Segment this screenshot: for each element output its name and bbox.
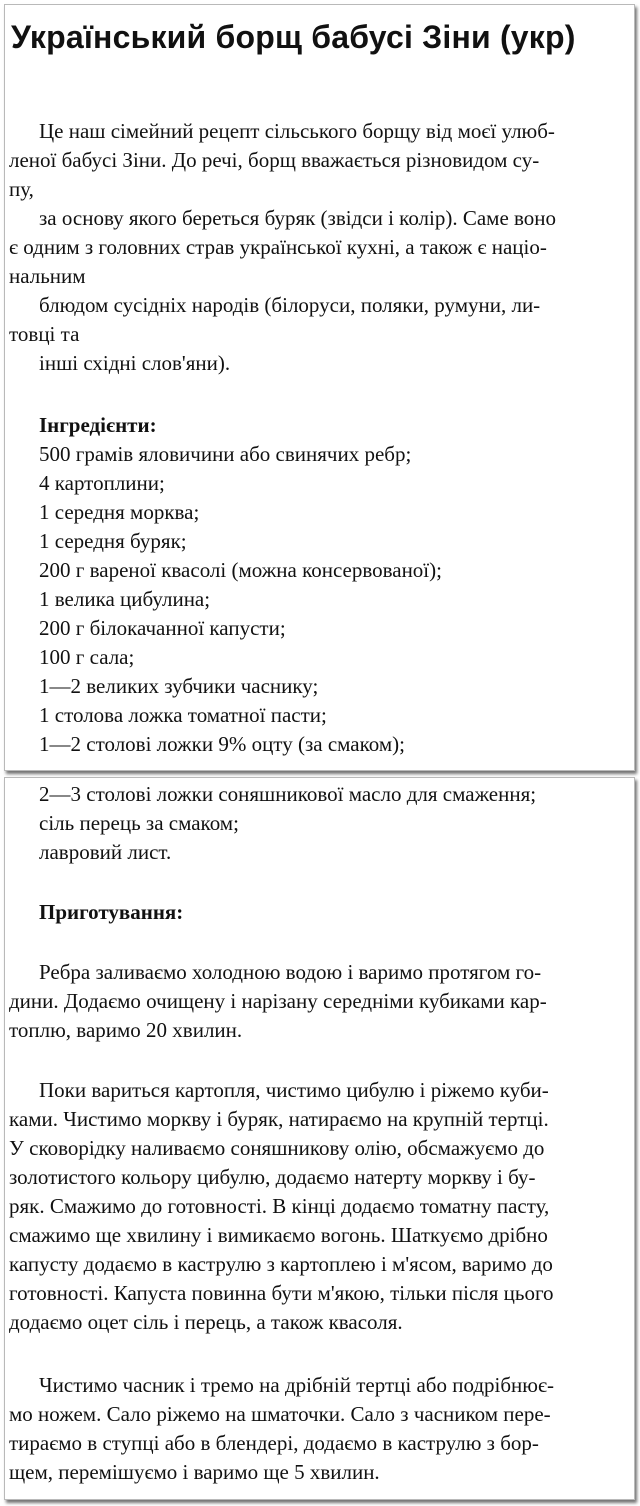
recipe-page-1 <box>4 4 635 771</box>
ingredients-heading: Інгредієнти: <box>39 413 157 437</box>
preparation-line: смажимо ще хвилину і вимикаємо вогонь. Шаткуємо дрібно <box>9 1223 548 1247</box>
ingredient-item: 1 велика цибулина; <box>39 587 211 611</box>
ingredient-item: 1—2 столові ложки 9% оцту (за смаком); <box>39 732 405 756</box>
intro-line: Це наш сімейний рецепт сільського борщу від моєї улюб- <box>39 119 555 143</box>
intro-line: пу, <box>9 177 34 201</box>
preparation-line: додаємо оцет сіль і перець, а також квасоля. <box>9 1310 403 1334</box>
preparation-line: щем, перемішуємо і варимо ще 5 хвилин. <box>9 1460 380 1484</box>
ingredients-continued <box>5 780 634 867</box>
preparation-paragraph-1 <box>5 958 634 1045</box>
preparation-line: золотистого кольору цибулю, додаємо натерту моркву і бу- <box>9 1165 536 1189</box>
preparation-line: ряк. Смажимо до готовності. В кінці додаємо томатну пасту, <box>9 1194 550 1218</box>
recipe-page-2 <box>4 777 635 1500</box>
ingredient-item: 4 картоплини; <box>39 471 165 495</box>
preparation-line: Чистимо часник і тремо на дрібній тертці або подрібнює- <box>39 1373 554 1397</box>
ingredient-item: 1 столова ложка томатної пасти; <box>39 703 327 727</box>
preparation-paragraph-2 <box>5 1076 634 1337</box>
ingredient-item: 500 грамів яловичини або свинячих ребр; <box>39 442 412 466</box>
preparation-heading-block <box>5 898 634 927</box>
intro-line: товці та <box>9 322 80 346</box>
ingredient-item: 1—2 великих зубчики часнику; <box>39 674 319 698</box>
intro-line: нальним <box>9 264 86 288</box>
preparation-line: топлю, варимо 20 хвилин. <box>9 1018 243 1042</box>
ingredients-section <box>5 411 634 759</box>
preparation-line: капусту додаємо в каструлю з картоплею і м'ясом, варимо до <box>9 1252 553 1276</box>
preparation-heading: Приготування: <box>39 900 184 924</box>
preparation-line: готовності. Капуста повинна бути м'якою, тільки після цього <box>9 1281 554 1305</box>
ingredient-item: 1 середня буряк; <box>39 529 187 553</box>
ingredient-item: 200 г білокачанної капусти; <box>39 616 286 640</box>
recipe-title: Український борщ бабусі Зіни (укр) <box>11 19 576 55</box>
ingredient-item: сіль перець за смаком; <box>39 811 239 835</box>
preparation-line: Ребра заливаємо холодною водою і варимо протягом го- <box>39 960 542 984</box>
intro-line: леної бабусі Зіни. До речі, борщ вважається різновидом су- <box>9 148 540 172</box>
intro-line: є одним з головних страв української кухні, а також є націо- <box>9 235 547 259</box>
preparation-line: мо ножем. Сало ріжемо на шматочки. Сало з часником пере- <box>9 1402 551 1426</box>
intro-line: інші східні слов'яни). <box>39 351 231 375</box>
ingredient-item: 2—3 столові ложки соняшникової масло для смаження; <box>39 782 537 806</box>
ingredient-item: 200 г вареної квасолі (можна консервованої); <box>39 558 442 582</box>
ingredient-item: лавровий лист. <box>39 840 172 864</box>
preparation-line: тираємо в ступці або в блендері, додаємо в каструлю з бор- <box>9 1431 539 1455</box>
ingredient-item: 100 г сала; <box>39 645 135 669</box>
preparation-line: дини. Додаємо очищену і нарізану середніми кубиками кар- <box>9 989 547 1013</box>
intro-line: блюдом сусідніх народів (білоруси, поляки, румуни, ли- <box>39 293 541 317</box>
preparation-line: У сковорідку наливаємо соняшникову олію, обсмажуємо до <box>9 1136 545 1160</box>
intro-line: за основу якого береться буряк (звідси і колір). Саме воно <box>39 206 557 230</box>
preparation-line: Поки вариться картопля, чистимо цибулю і ріжемо куби- <box>39 1078 549 1102</box>
preparation-paragraph-3 <box>5 1371 634 1487</box>
intro-paragraph <box>5 117 634 378</box>
ingredient-item: 1 середня морква; <box>39 500 200 524</box>
preparation-line: ками. Чистимо моркву і буряк, натираємо на крупній тертці. <box>9 1107 549 1131</box>
